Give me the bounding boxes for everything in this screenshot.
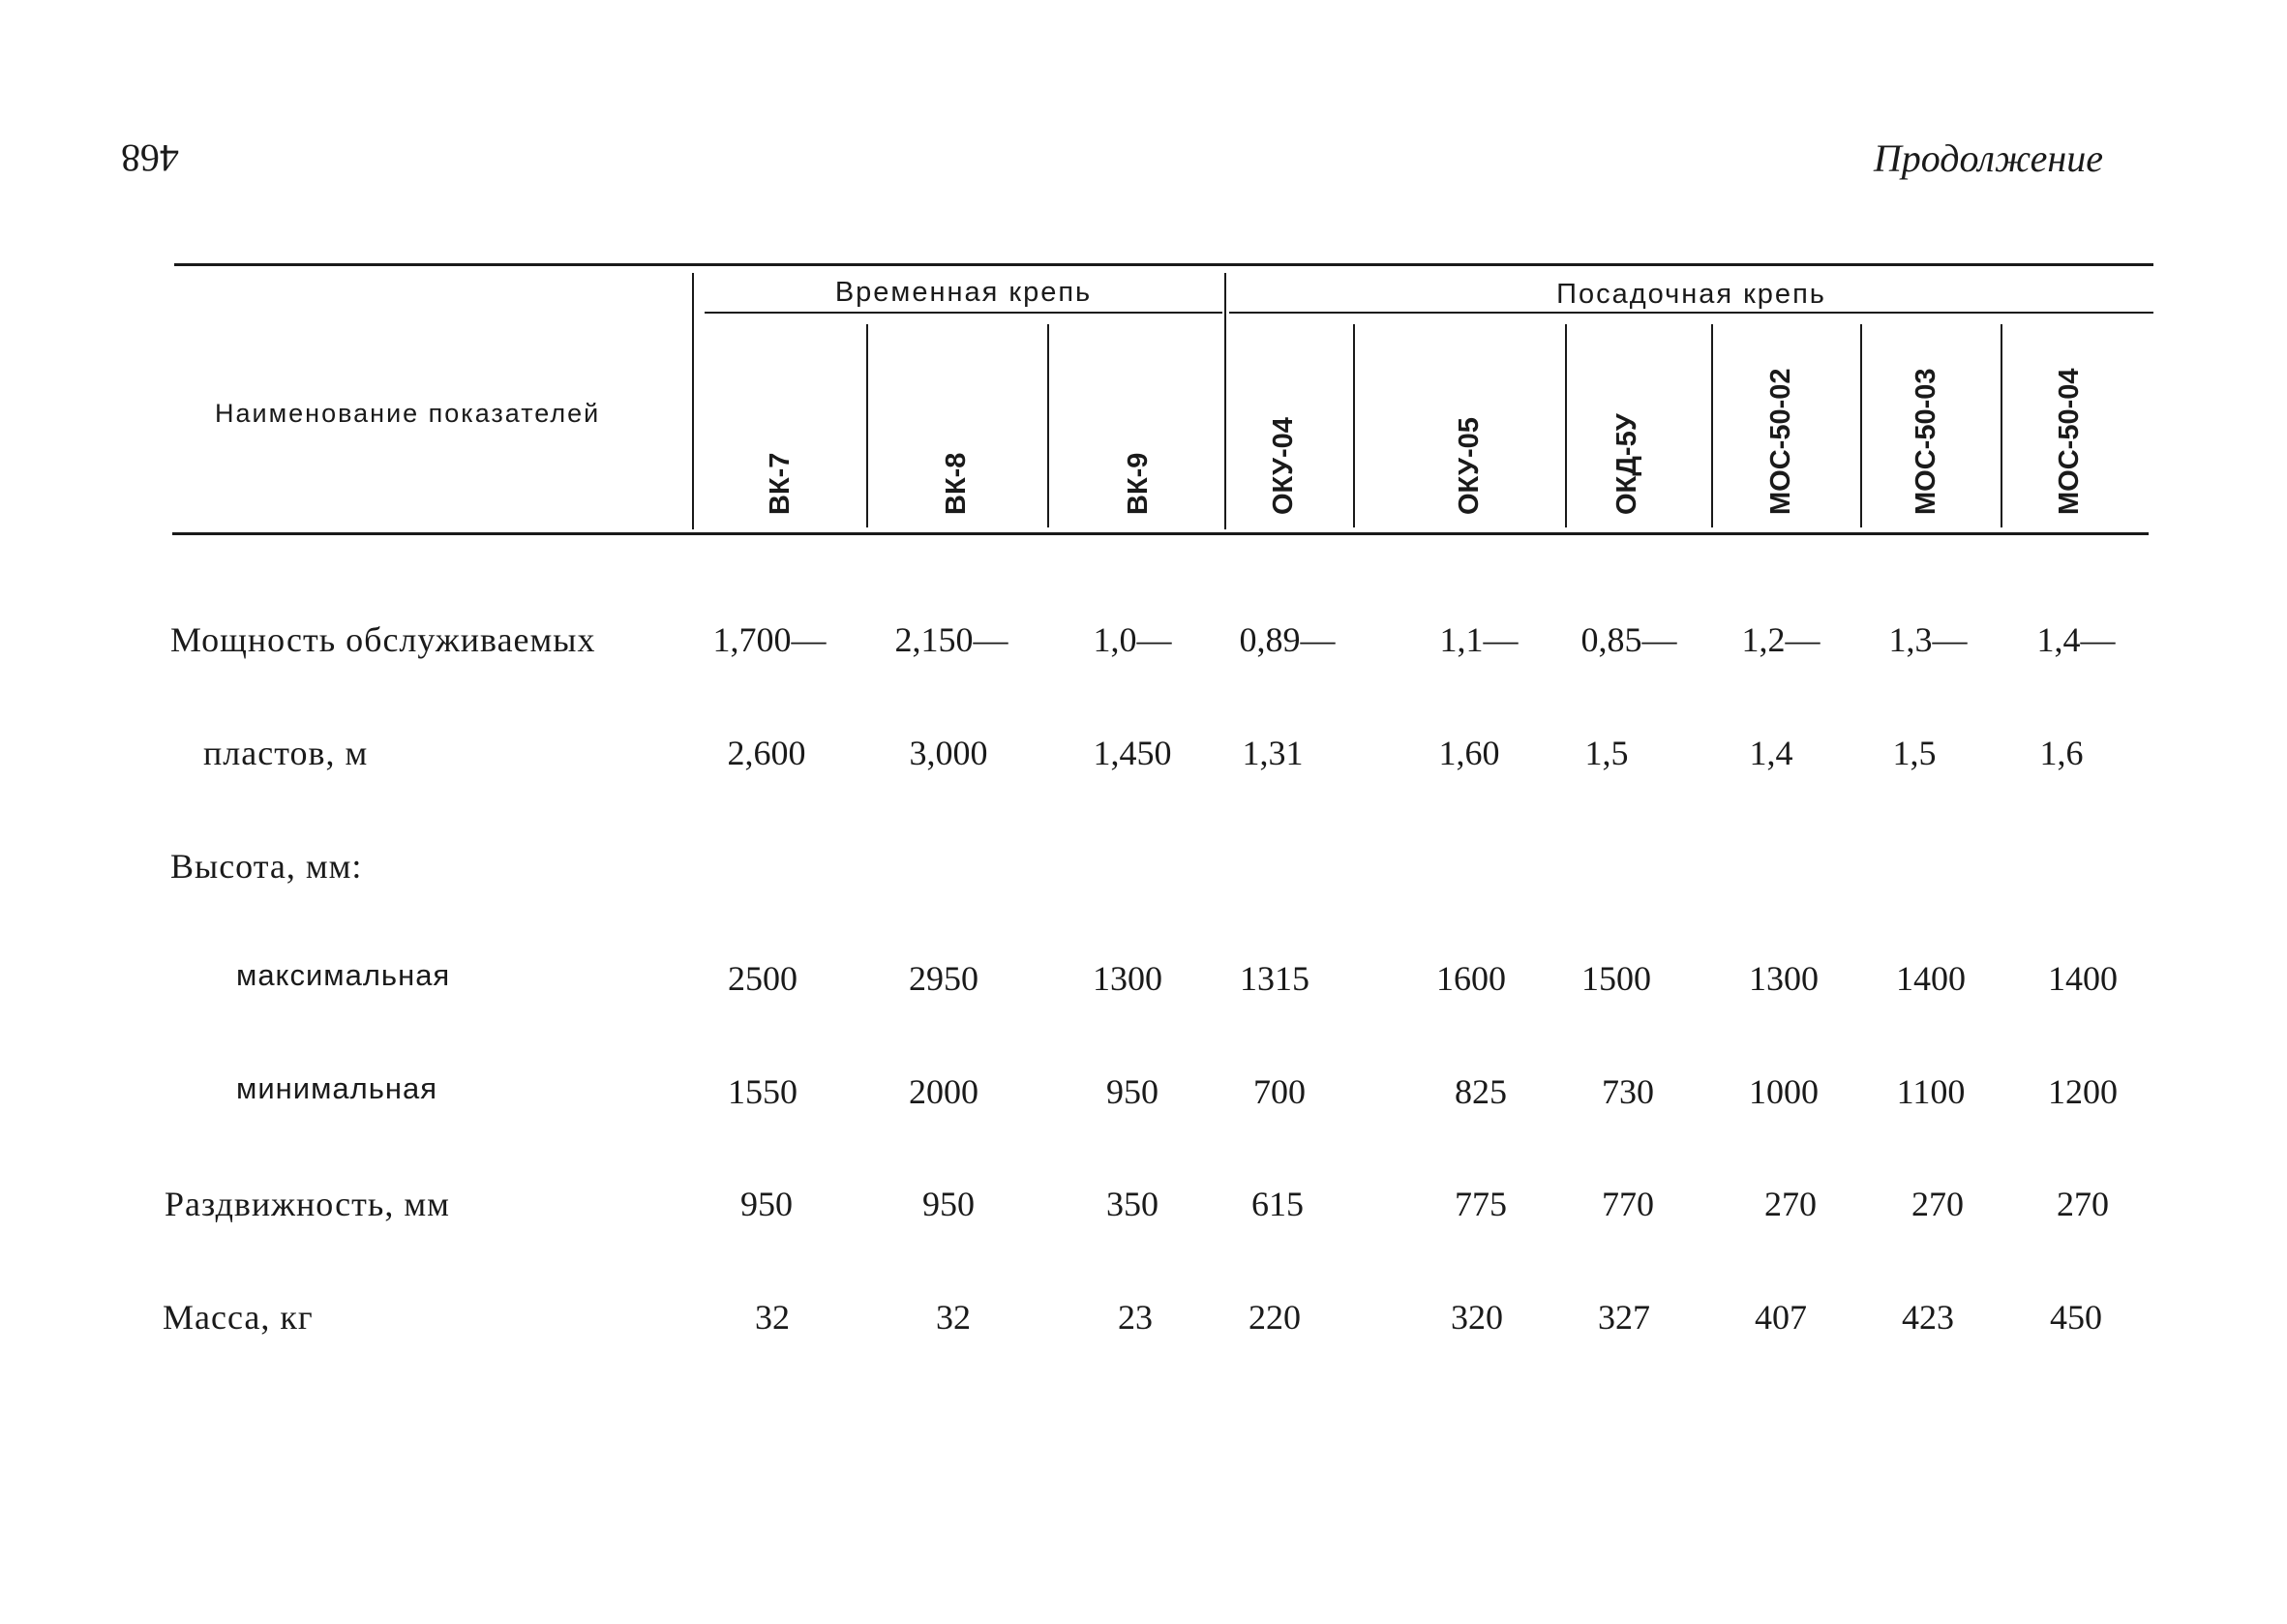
- table-cell: 1300: [1093, 959, 1162, 998]
- column-header: ОКУ-05: [1454, 417, 1485, 515]
- table-cell: 2,150—: [894, 620, 1008, 659]
- row-label: пластов, м: [203, 734, 369, 772]
- row-label: минимальная: [236, 1071, 438, 1105]
- column-divider: [2001, 324, 2002, 527]
- table-cell: 1,60: [1438, 734, 1500, 772]
- table-cell: 423: [1902, 1298, 1954, 1337]
- table-cell: 23: [1118, 1298, 1153, 1337]
- table-cell: 825: [1455, 1072, 1507, 1111]
- row-label: Раздвижность, мм: [165, 1185, 450, 1223]
- table-cell: 2950: [909, 959, 978, 998]
- continuation-label: Продолжение: [1873, 136, 2103, 180]
- row-header-title: Наименование показателей: [215, 399, 601, 428]
- table-cell: 1600: [1436, 959, 1506, 998]
- table-cell: 950: [922, 1185, 975, 1223]
- table-cell: 32: [755, 1298, 790, 1337]
- table-top-rule: [174, 263, 2153, 266]
- table-cell: 1,2—: [1741, 620, 1821, 659]
- landing-group-rule: [1229, 312, 2153, 314]
- row-label: максимальная: [236, 958, 451, 992]
- column-header: МОС-50-04: [2054, 368, 2085, 515]
- table-cell: 0,85—: [1580, 620, 1677, 659]
- table-cell: 770: [1602, 1185, 1654, 1223]
- table-cell: 450: [2050, 1298, 2102, 1337]
- table-cell: 407: [1755, 1298, 1807, 1337]
- row-label: Мощность обслуживаемых: [170, 620, 596, 659]
- table-cell: 700: [1253, 1072, 1306, 1111]
- table-cell: 2,600: [727, 734, 806, 772]
- page-number: 468: [121, 136, 179, 180]
- group-header-temporary: Временная крепь: [834, 277, 1093, 308]
- table-cell: 950: [740, 1185, 793, 1223]
- column-header: МОС-50-02: [1765, 368, 1796, 515]
- table-cell: 350: [1106, 1185, 1159, 1223]
- table-cell: 1,6: [2039, 734, 2084, 772]
- table-cell: 1300: [1749, 959, 1819, 998]
- table-cell: 1500: [1581, 959, 1651, 998]
- table-cell: 3,000: [909, 734, 988, 772]
- table-cell: 1,700—: [712, 620, 827, 659]
- table-cell: 1000: [1749, 1072, 1819, 1111]
- temporary-group-rule: [705, 312, 1222, 314]
- column-header: ОКД-5У: [1611, 413, 1642, 515]
- table-cell: 220: [1249, 1298, 1301, 1337]
- column-divider: [1353, 324, 1355, 527]
- table-cell: 270: [1764, 1185, 1817, 1223]
- table-cell: 775: [1455, 1185, 1507, 1223]
- table-cell: 1,31: [1242, 734, 1304, 772]
- table-cell: 270: [1911, 1185, 1964, 1223]
- table-cell: 1200: [2048, 1072, 2118, 1111]
- column-divider: [1711, 324, 1713, 527]
- column-header: ВК-9: [1123, 452, 1154, 515]
- table-cell: 1,4—: [2036, 620, 2116, 659]
- column-divider: [1860, 324, 1862, 527]
- column-header: ВК-8: [941, 452, 972, 515]
- column-divider: [1047, 324, 1049, 527]
- column-header: ВК-7: [765, 452, 796, 515]
- table-cell: 32: [936, 1298, 971, 1337]
- row-label: Масса, кг: [163, 1298, 314, 1337]
- row-header-divider: [692, 273, 694, 529]
- table-cell: 320: [1451, 1298, 1503, 1337]
- table-cell: 1315: [1240, 959, 1309, 998]
- table-cell: 1400: [2048, 959, 2118, 998]
- table-cell: 1,0—: [1093, 620, 1172, 659]
- table-cell: 1550: [728, 1072, 797, 1111]
- table-cell: 270: [2057, 1185, 2109, 1223]
- group-divider: [1224, 273, 1226, 529]
- table-cell: 1,5: [1892, 734, 1937, 772]
- group-header-landing: Посадочная крепь: [1556, 279, 1826, 310]
- table-cell: 1,1—: [1439, 620, 1519, 659]
- column-divider: [866, 324, 868, 527]
- table-cell: 1400: [1896, 959, 1966, 998]
- table-cell: 2500: [728, 959, 797, 998]
- table-cell: 615: [1251, 1185, 1304, 1223]
- column-divider: [1565, 324, 1567, 527]
- table-cell: 730: [1602, 1072, 1654, 1111]
- table-cell: 1,4: [1749, 734, 1793, 772]
- table-cell: 950: [1106, 1072, 1159, 1111]
- column-header: МОС-50-03: [1911, 368, 1941, 515]
- table-cell: 2000: [909, 1072, 978, 1111]
- row-label: Высота, мм:: [170, 847, 363, 886]
- table-cell: 327: [1598, 1298, 1650, 1337]
- column-header: ОКУ-04: [1268, 417, 1299, 515]
- table-cell: 0,89—: [1239, 620, 1336, 659]
- table-cell: 1100: [1896, 1072, 1966, 1111]
- table-cell: 1,450: [1093, 734, 1172, 772]
- table-cell: 1,3—: [1888, 620, 1968, 659]
- table-header-bottom-rule: [172, 532, 2149, 535]
- table-cell: 1,5: [1584, 734, 1629, 772]
